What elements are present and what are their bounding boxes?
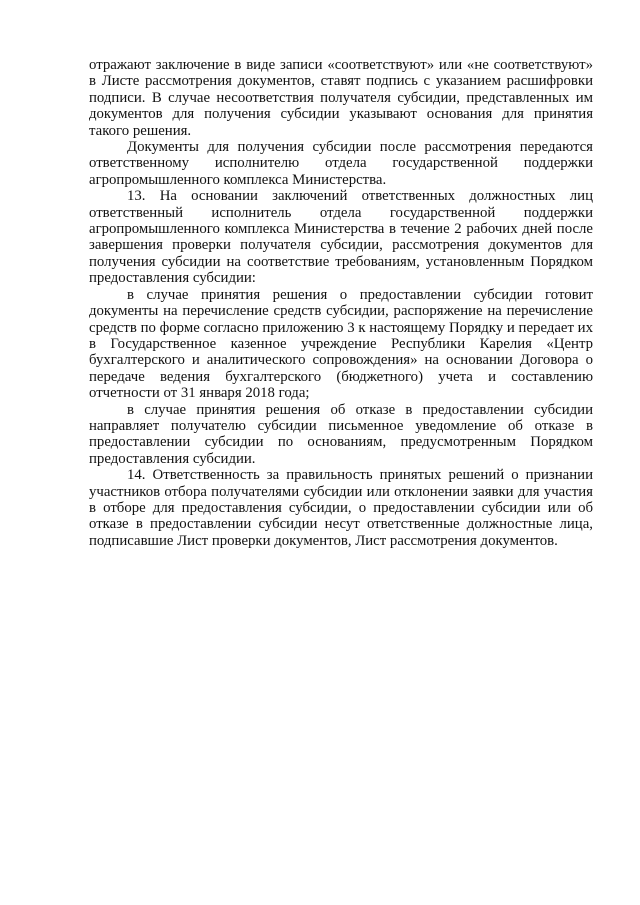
document-body [89,57,593,549]
paragraph-grant-decision: в случае принятия решения о предоставлении субсидии готовит документы на перечисление средств субсидии, распоряжение на перечисление средств по форме согласно приложению 3 к настоящему Порядку и передает их в Государственное казенное учреждение Республики Карелия «Центр бухгалтерского и аналитического сопровождения» на основании Договора о передаче ведения бухгалтерского (бюджетного) учета и составлению отчетности от 31 января 2018 года; [89,286,593,402]
paragraph-item-14: 14. Ответственность за правильность принятых решений о признании участников отбора получателями субсидии или отклонении заявки для участия в отборе для предоставления субсидии, о предоставлении субсидии или об отказе в предоставлении субсидии несут ответственные должностные лица, подписавшие Лист проверки документов, Лист рассмотрения документов. [89,467,593,549]
paragraph-continuation: отражают заключение в виде записи «соответствуют» или «не соответствуют» в Листе рассмотрения документов, ставят подпись с указанием расшифровки подписи. В случае несоответствия получателя субсидии, представленных им документов для получения субсидии указывают основания для принятия такого решения. [89,57,593,139]
paragraph-refusal-decision: в случае принятия решения об отказе в предоставлении субсидии направляет получателю субсидии письменное уведомление об отказе в предоставлении субсидии по основаниям, предусмотренным Порядком предоставления субсидии. [89,401,593,467]
paragraph-item-13: 13. На основании заключений ответственных должностных лиц ответственный исполнитель отдела государственной поддержки агропромышленного комплекса Министерства в течение 2 рабочих дней после завершения проверки получателя субсидии, рассмотрения документов для получения субсидии на соответствие требованиям, установленным Порядком предоставления субсидии: [89,188,593,287]
paragraph-documents-transfer: Документы для получения субсидии после рассмотрения передаются ответственному исполнителю отдела государственной поддержки агропромышленного комплекса Министерства. [89,139,593,188]
